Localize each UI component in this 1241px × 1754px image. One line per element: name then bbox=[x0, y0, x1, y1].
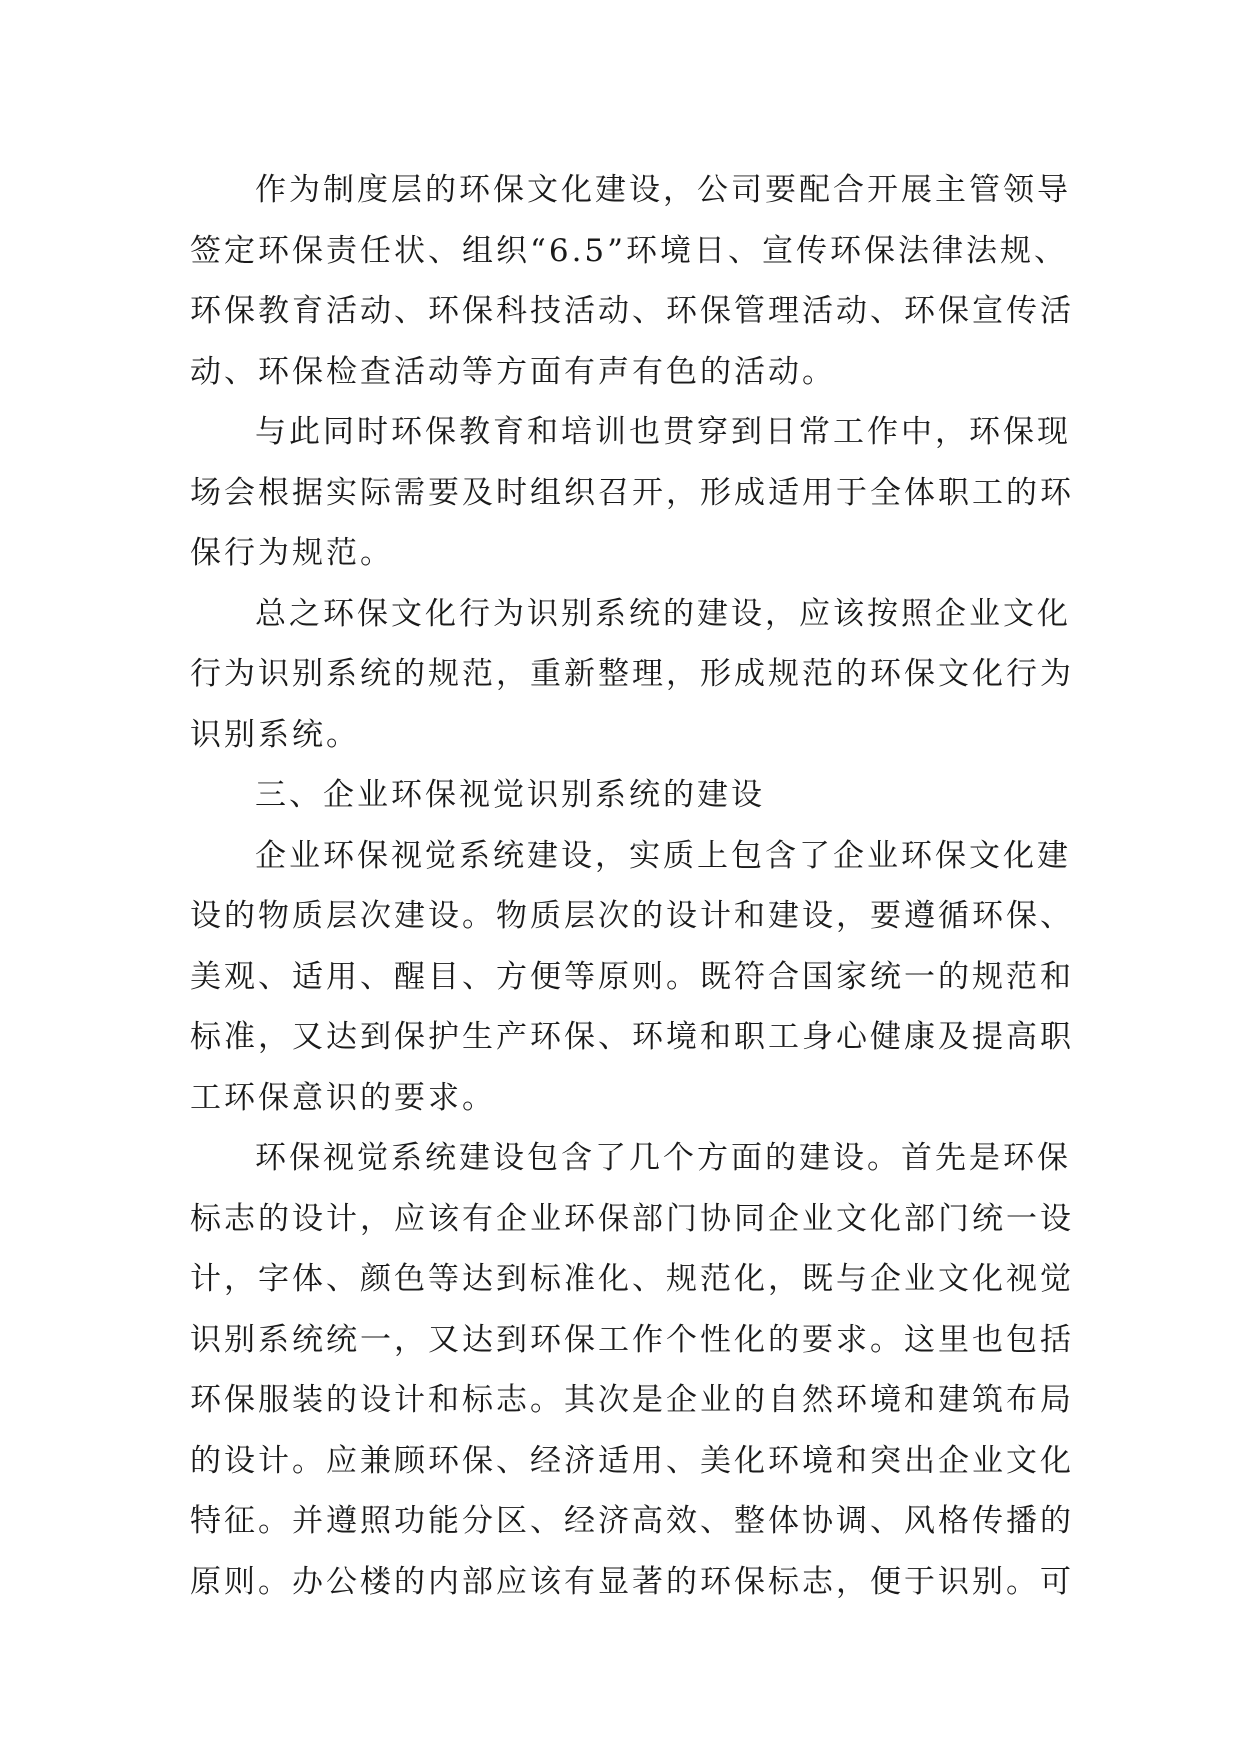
text-line: 总之环保文化行为识别系统的建设，应该按照企业文化 bbox=[255, 595, 1071, 632]
text-line: 特征。并遵照功能分区、经济高效、整体协调、风格传播的 bbox=[190, 1503, 1074, 1539]
text-line: 环保服装的设计和标志。其次是企业的自然环境和建筑布局 bbox=[190, 1382, 1074, 1418]
text-line: 的设计。应兼顾环保、经济适用、美化环境和突出企业文化 bbox=[190, 1442, 1074, 1479]
text-line: 作为制度层的环保文化建设，公司要配合开展主管领导 bbox=[255, 172, 1071, 208]
text-line: 环保教育活动、环保科技活动、环保管理活动、环保宣传活 bbox=[190, 293, 1074, 329]
text-line: 设的物质层次建设。物质层次的设计和建设，要遵循环保、 bbox=[190, 898, 1074, 934]
text-line: 与此同时环保教育和培训也贯穿到日常工作中，环保现 bbox=[255, 414, 1071, 450]
text-line: 识别系统统一，又达到环保工作个性化的要求。这里也包括 bbox=[190, 1321, 1074, 1358]
text-line: 企业环保视觉系统建设，实质上包含了企业环保文化建 bbox=[255, 837, 1071, 874]
document-body bbox=[190, 160, 1074, 1612]
text-line: 计，字体、颜色等达到标准化、规范化，既与企业文化视觉 bbox=[190, 1261, 1074, 1297]
text-line: 环保视觉系统建设包含了几个方面的建设。首先是环保 bbox=[255, 1140, 1071, 1176]
section-heading: 三、企业环保视觉识别系统的建设 bbox=[255, 777, 765, 813]
text-line: 动、环保检查活动等方面有声有色的活动。 bbox=[190, 353, 836, 390]
text-line: 原则。办公楼的内部应该有显著的环保标志，便于识别。可 bbox=[190, 1563, 1074, 1600]
text-line: 美观、适用、醒目、方便等原则。既符合国家统一的规范和 bbox=[190, 958, 1074, 995]
text-line: 行为识别系统的规范，重新整理，形成规范的环保文化行为 bbox=[190, 656, 1074, 692]
text-line: 场会根据实际需要及时组织召开，形成适用于全体职工的环 bbox=[190, 474, 1074, 511]
text-line: 识别系统。 bbox=[190, 716, 360, 753]
text-line: 保行为规范。 bbox=[190, 535, 394, 571]
text-line: 签定环保责任状、组织“6.5”环境日、宣传环保法律法规、 bbox=[190, 232, 1068, 269]
text-line: 标准，又达到保护生产环保、环境和职工身心健康及提高职 bbox=[190, 1019, 1074, 1055]
text-line: 工环保意识的要求。 bbox=[190, 1079, 496, 1116]
text-line: 标志的设计，应该有企业环保部门协同企业文化部门统一设 bbox=[190, 1200, 1074, 1237]
